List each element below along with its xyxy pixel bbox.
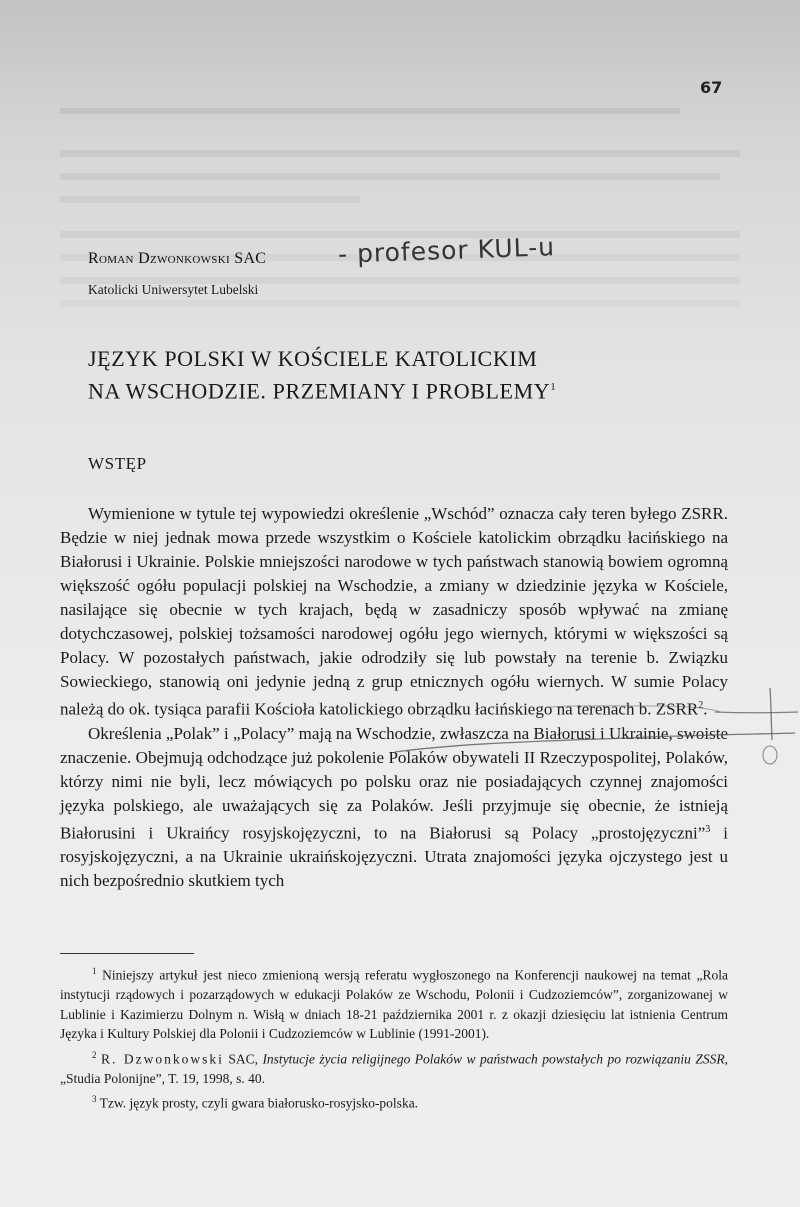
footnote-2-after-author: SAC,	[223, 1051, 263, 1066]
footnote-1	[60, 962, 728, 1044]
paragraph-1-end: .	[703, 699, 708, 719]
page-number: 67	[700, 78, 723, 97]
footnote-ref-3: 3	[705, 823, 711, 835]
footnote-3-number: 3	[92, 1094, 97, 1104]
footnote-2-author: R. Dzwonkowski	[100, 1051, 224, 1066]
author-suffix: SAC	[234, 250, 267, 267]
footnote-2	[60, 1046, 728, 1089]
affiliation: Katolicki Uniwersytet Lubelski	[88, 282, 259, 297]
section-heading: WSTĘP	[88, 454, 147, 473]
author-name: Roman Dzwonkowski	[88, 250, 230, 267]
title-line-1: JĘZYK POLSKI W KOŚCIELE KATOLICKIM	[88, 346, 538, 371]
footnote-3-text: Tzw. język prosty, czyli gwara białorusko-rosyjsko-polska.	[99, 1095, 419, 1111]
paragraph-1-text: Wymienione w tytule tej wypowiedzi określenie „Wschód” oznacza cały teren byłego ZSRR. Będzie w niej jednak mowa przede wszystkim o Kościele katolickim obrządku łacińskiego na Białorusi i Ukrainie. Polskie mniejszości narodowe w tych państwach stanowią bowiem ogromną większość ogółu populacji polskiej na Wschodzie, a zmiany w dziedzinie języka w Kościele, nasilające się obecnie w tych krajach, będą w zasadniczy sposób wpływać na zmianę dotychczasowej, polskiej tożsamości narodowej ogółu jego wiernych, którymi w większości są Polacy. W pozostałych państwach, jakie odrodziły się lub powstały na terenie b. Związku Sowieckiego, stanowią oni jedynie jedną z grup etnicznych ogółu wiernych. W sumie Polacy należą do ok. tysiąca parafii Kościoła katolickiego obrządku łacińskiego na terenach b. ZSRR	[60, 504, 728, 719]
footnote-3	[60, 1090, 728, 1113]
footnote-separator	[60, 953, 194, 954]
paragraph-2-part-1: Określenia „Polak” i „Polacy” mają na Wschodzie, zwłaszcza na Białorusi i Ukrainie, swoiste znaczenie. Obejmują odchodzące już pokolenie Polaków obywateli II Rzeczypospolitej, Polaków, którzy nimi nie byli, lecz mówiących po polsku oraz nie posiadających czynnej znajomości języka polskiego, ale uważających się za Polaków. Jeśli przyjmuje się obecnie, że istnieją Białorusini i Ukraińcy rosyjskojęzyczni, to na Białorusi są Polacy „prostojęzyczni”	[60, 723, 728, 843]
footnote-1-text: Niniejszy artykuł jest nieco zmienioną wersją referatu wygłoszonego na Konferencji naukowej na temat „Rola instytucji rządowych i pozarządowych w edukacji Polaków ze Wschodu, Polonii i Cudzoziemców”, zorganizowanej w Lublinie i Kazimierzu Dolnym n. Wisłą w dniach 18-21 października 2001 r. z okazji dziesięciu lat istnienia Centrum Języka i Kultury Polskiej dla Polonii i Cudzoziemców w Lublinie (1991-2001).	[60, 967, 728, 1041]
footnote-2-number: 2	[92, 1049, 97, 1060]
title-line-2-text: NA WSCHODZIE. PRZEMIANY I PROBLEMY	[88, 378, 551, 404]
footnotes	[60, 962, 728, 1115]
title-footnote-ref: 1	[550, 381, 557, 393]
handwritten-note: - profesor KUL-u	[337, 232, 556, 269]
footnote-ref-2: 2	[698, 700, 704, 711]
footnote-2-rest: , „Studia Polonijne”, T. 19, 1998, s. 40.	[60, 1051, 729, 1086]
paragraph-2-part-2: i rosyjskojęzyczni, a na Ukrainie ukraińskojęzyczni. Utrata znajomości języka ojczystego jest u nich bezpośrednio skutkiem tych	[60, 823, 728, 891]
footnote-1-number: 1	[92, 966, 97, 976]
footnote-2-title: Instytucje życia religijnego Polaków w państwach powstałych po rozwiązaniu ZSSR	[262, 1051, 725, 1066]
